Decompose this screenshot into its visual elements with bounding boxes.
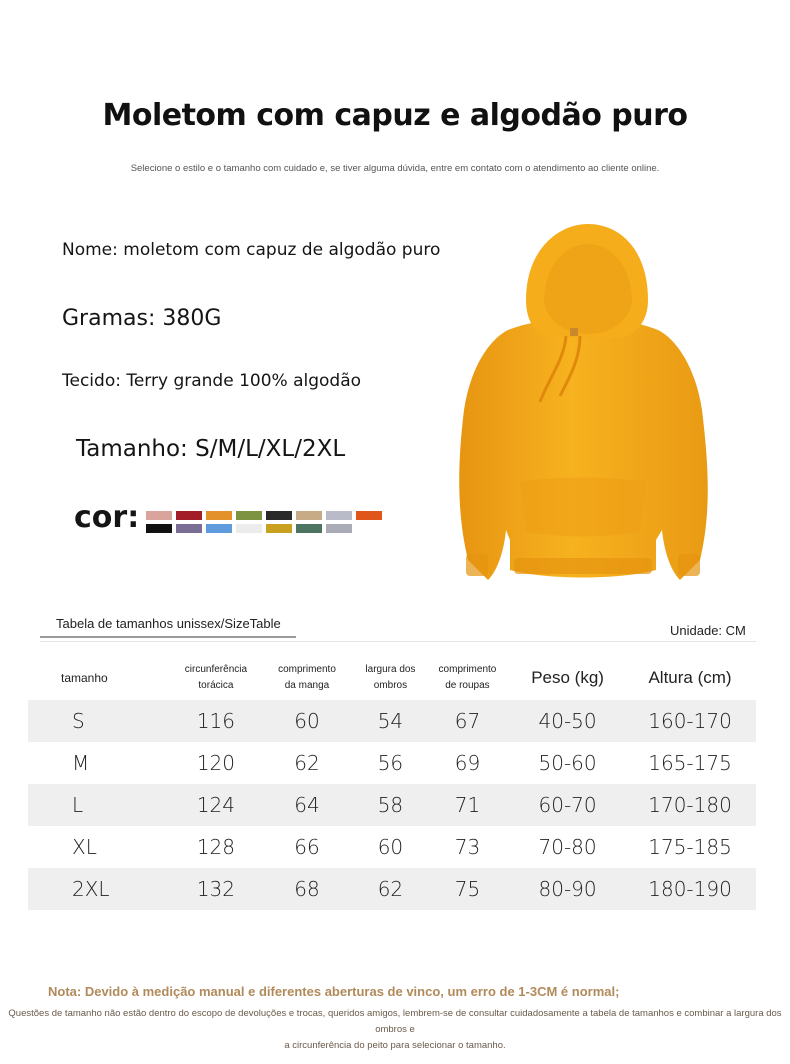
header-shoulder: largura dos ombros [365, 664, 416, 691]
color-swatch [326, 511, 352, 520]
table-cell-shoulder: 60 [377, 835, 404, 859]
size-table [28, 656, 756, 910]
hoodie-image [448, 220, 718, 600]
table-cell-sleeve: 60 [257, 700, 357, 742]
table-cell-size: XL [72, 835, 97, 859]
table-cell-sleeve: 64 [257, 784, 357, 826]
header-height: Altura (cm) [648, 668, 732, 687]
table-cell-chest: 116 [175, 700, 257, 742]
swatch-row [146, 511, 386, 520]
page-subtitle: Selecione o estilo e o tamanho com cuidado e, se tiver alguma dúvida, entre em contato com o atendimento ao cliente online. [130, 163, 660, 174]
color-swatch [236, 524, 262, 533]
table-cell-shoulder: 56 [377, 751, 404, 775]
table-cell-sleeve: 62 [294, 751, 320, 775]
color-swatch [326, 524, 352, 533]
caption-underline [40, 636, 296, 638]
spec-name: Nome: moletom com capuz de algodão puro [62, 240, 441, 260]
table-cell-length: 69 [454, 751, 481, 775]
table-cell-weight: 50-60 [538, 751, 597, 775]
table-cell-chest: 128 [196, 835, 236, 859]
color-swatch [146, 524, 172, 533]
spec-size: Tamanho: S/M/L/XL/2XL [76, 436, 346, 462]
unit-label: Unidade: CM [670, 623, 746, 638]
table-cell-chest: 132 [175, 868, 257, 910]
table-cell-height: 160-170 [624, 700, 756, 742]
return-disclaimer: Questões de tamanho não estão dentro do escopo de devoluções e trocas, queridos amigos, lembrem-se de consultar cuidadosamente a tabela de tamanhos e combinar a largura dos ombros e a circunferência do peito para selecionar o tamanho. [8, 1008, 782, 1051]
table-cell-size: L [28, 784, 175, 826]
color-swatch [266, 511, 292, 520]
header-sleeve: comprimento da manga [278, 664, 336, 691]
table-cell-length: 71 [424, 784, 511, 826]
divider [40, 641, 756, 642]
table-cell-weight: 70-80 [538, 835, 597, 859]
table-cell-length: 75 [424, 868, 511, 910]
color-swatch [296, 524, 322, 533]
swatch-row [146, 524, 386, 533]
table-row [28, 700, 756, 742]
table-cell-height: 170-180 [624, 784, 756, 826]
color-swatch [266, 524, 292, 533]
header-length: comprimento de roupas [438, 664, 497, 691]
table-cell-sleeve: 66 [294, 835, 320, 859]
table-cell-shoulder: 58 [357, 784, 424, 826]
color-swatch [296, 511, 322, 520]
color-swatch [236, 511, 262, 520]
header-weight: Peso (kg) [531, 668, 604, 687]
table-cell-weight: 40-50 [511, 700, 624, 742]
table-cell-height: 165-175 [648, 751, 732, 775]
table-row [28, 868, 756, 910]
table-header-row [28, 656, 756, 700]
spec-fabric: Tecido: Terry grande 100% algodão [62, 371, 362, 391]
color-swatch [356, 511, 382, 520]
table-cell-size: M [72, 751, 90, 775]
table-cell-weight: 60-70 [511, 784, 624, 826]
color-swatch [206, 511, 232, 520]
table-cell-chest: 124 [175, 784, 257, 826]
color-swatch [176, 511, 202, 520]
table-cell-length: 67 [424, 700, 511, 742]
table-cell-length: 73 [454, 835, 481, 859]
table-row [28, 742, 756, 784]
header-size: tamanho [61, 671, 108, 685]
table-cell-chest: 120 [196, 751, 236, 775]
measurement-note: Nota: Devido à medição manual e diferentes aberturas de vinco, um erro de 1-3CM é normal; [48, 984, 620, 999]
table-cell-height: 180-190 [624, 868, 756, 910]
spec-color-label: cor: [74, 500, 140, 535]
color-swatch [176, 524, 202, 533]
color-swatch [206, 524, 232, 533]
color-swatches [146, 511, 386, 533]
size-table-caption: Tabela de tamanhos unissex/SizeTable [56, 616, 281, 631]
page-title: Moletom com capuz e algodão puro [102, 98, 688, 133]
table-cell-weight: 80-90 [511, 868, 624, 910]
table-cell-shoulder: 62 [357, 868, 424, 910]
table-cell-size: S [28, 700, 175, 742]
table-cell-size: 2XL [28, 868, 175, 910]
table-row [28, 826, 756, 868]
spec-grams: Gramas: 380G [62, 306, 222, 331]
table-cell-shoulder: 54 [357, 700, 424, 742]
table-cell-height: 175-185 [648, 835, 732, 859]
color-swatch [146, 511, 172, 520]
header-chest: circunferência torácica [184, 664, 248, 691]
table-row [28, 784, 756, 826]
table-cell-sleeve: 68 [257, 868, 357, 910]
